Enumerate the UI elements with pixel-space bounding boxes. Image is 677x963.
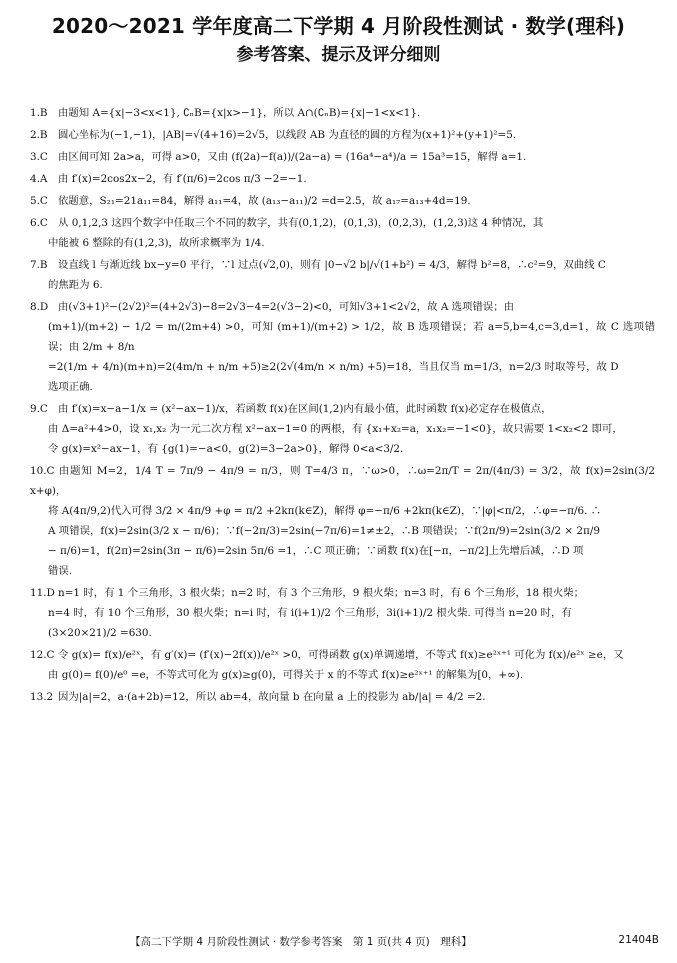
page-subtitle: 参考答案、提示及评分细则 [236,45,441,65]
answer-line: 的焦距为 6. [48,279,103,291]
answer-item [30,399,655,459]
answer-line: 中能被 6 整除的有(1,2,3)，故所求概率为 1/4. [48,237,265,249]
answer-item [30,297,655,397]
answer-line: n=4 时，有 10 个三角形，30 根火柴；n=i 时，有 i(i+1)/2 个三角形，3i(i+1)/2 根火柴. 可得当 n=20 时，有 [48,607,572,619]
answer-item [30,461,655,581]
answer-item [30,583,655,643]
answer-line: 由 g(0)= f(0)/e⁰ =e，不等式可化为 g(x)≥g(0)，可得关于 x 的不等式 f(x)≥e²ˣ⁺¹ 的解集为[0，+∞). [48,669,524,681]
page-title: 2020～2021 学年度高二下学期 4 月阶段性测试 · 数学(理科) [51,14,626,38]
answer-number: 1.B [30,107,48,119]
answer-number: 9.C [30,403,48,415]
answer-number: 10.C [30,465,55,477]
answer-number: 4.A [30,173,48,185]
answer-item [30,169,655,189]
answer-item [30,125,655,145]
answer-line: 由题知 M=2，1/4 T = 7π/9 − 4π/9 = π/3，则 T=4/3 π，∵ω>0，∴ω=2π/T = 2π/(4π/3) = 3/2，故 f(x)=2sin(3/2 x+φ)， [30,465,655,497]
answer-number: 8.D [30,301,49,313]
answer-item [30,191,655,211]
answer-item [30,147,655,167]
footer-code: 21404B [618,934,659,946]
answer-list [30,103,655,709]
answer-item [30,103,655,123]
answer-line: 因为|a|=2，a·(a+2b)=12，所以 ab=4，故向量 b 在向量 a 上的投影为 ab/|a| = 4/2 =2. [58,691,486,703]
answer-line: 由 f′(x)=2cos2x−2，有 f′(π/6)=2cos π/3 −2=−1. [58,173,307,185]
answer-line: 令 g(x)= f(x)/e²ˣ，有 g′(x)= (f′(x)−2f(x))/e²ˣ >0，可得函数 g(x)单调递增，不等式 f(x)≥e²ˣ⁺¹ 可化为 f(x)/e²ˣ ≥e，又 [58,649,624,661]
answer-line: 错误. [48,565,73,577]
answer-line: − π/6)=1，f(2π)=2sin(3π − π/6)=2sin 5π/6 =1，∴C 项正确；∵函数 f(x)在[−π，−π/2]上先增后减，∴D 项 [48,545,584,557]
answer-line: 由区间可知 2a>a，可得 a>0，又由 (f(2a)−f(a))/(2a−a) = (16a⁴−a⁴)/a = 15a³=15，解得 a=1. [58,151,527,163]
answer-number: 11.D [30,587,55,599]
answer-number: 13.2 [30,691,54,703]
answer-line: 将 A(4π/9,2)代入可得 3/2 × 4π/9 +φ = π/2 +2kπ(k∈Z)，解得 φ=−π/6 +2kπ(k∈Z)，∵|φ|<π/2，∴φ=−π/6. ∴ [48,505,602,517]
answer-line: =2(1/m + 4/n)(m+n)=2(4m/n + n/m +5)≥2(2√(4m/n × n/m) +5)=18，当且仅当 m=1/3，n=2/3 时取等号，故 D [48,361,619,373]
answer-line: 从 0,1,2,3 这四个数字中任取三个不同的数字，共有(0,1,2)，(0,1,3)，(0,2,3)，(1,2,3)这 4 种情况，其 [58,217,544,229]
answer-line: n=1 时，有 1 个三角形，3 根火柴；n=2 时，有 3 个三角形，9 根火柴；n=3 时，有 6 个三角形，18 根火柴； [58,587,584,599]
answer-number: 5.C [30,195,48,207]
answer-line: (3×20×21)/2 =630. [48,627,152,639]
answer-number: 12.C [30,649,55,661]
answer-line: 由 Δ=a²+4>0，设 x₁,x₂ 为一元二次方程 x²−ax−1=0 的两根，有 {x₁+x₂=a，x₁x₂=−1<0}，故只需要 1<x₂<2 即可， [48,423,623,435]
answer-line: 设直线 l 与渐近线 bx−y=0 平行，∵l 过点(√2,0)，则有 |0−√2 b|/√(1+b²) = 4/3，解得 b²=8，∴c²=9，双曲线 C [58,259,606,271]
answer-line: 由题知 A={x|−3<x<1}, ∁ₙB={x|x>−1}，所以 A∩(∁ₙB)={x|−1<x<1}. [58,107,421,119]
answer-line: 依题意，S₂₁=21a₁₁=84，解得 a₁₁=4，故 (a₁₃−a₁₁)/2 =d=2.5，故 a₁₇=a₁₃+4d=19. [58,195,471,207]
answer-number: 3.C [30,151,48,163]
answer-number: 7.B [30,259,48,271]
answer-number: 2.B [30,129,48,141]
answer-item [30,213,655,253]
answer-item [30,645,655,685]
answer-line: 由 f′(x)=x−a−1/x = (x²−ax−1)/x，若函数 f(x)在区间(1,2)内有最小值，此时函数 f(x)必定存在极值点， [58,403,552,415]
footer-text: 【高二下学期 4 月阶段性测试 · 数学参考答案 第 1 页(共 4 页) 理科】 [130,936,472,948]
answer-item [30,255,655,295]
answer-line: 令 g(x)=x²−ax−1，有 {g(1)=−a<0，g(2)=3−2a>0}，解得 0<a<3/2. [48,443,404,455]
answer-number: 6.C [30,217,48,229]
answer-line: (m+1)/(m+2) − 1/2 = m/(2m+4) >0，可知 (m+1)/(m+2) > 1/2，故 B 选项错误；若 a=5,b=4,c=3,d=1，故 C 选项错误；由 2/m + 8/n [48,321,655,353]
answer-item [30,687,655,707]
answer-line: A 项错误，f(x)=2sin(3/2 x − π/6)；∵f(−2π/3)=2sin(−7π/6)=1≠±2，∴B 项错误；∵f(2π/9)=2sin(3/2 × 2π/9 [48,525,600,537]
answer-line: 由(√3+1)²−(2√2)²=(4+2√3)−8=2√3−4=2(√3−2)<0，可知√3+1<2√2，故 A 选项错误；由 [58,301,514,313]
answer-line: 圆心坐标为(−1,−1)，|AB|=√(4+16)=2√5，以线段 AB 为直径的圆的方程为(x+1)²+(y+1)²=5. [58,129,517,141]
answer-line: 选项正确. [48,381,93,393]
